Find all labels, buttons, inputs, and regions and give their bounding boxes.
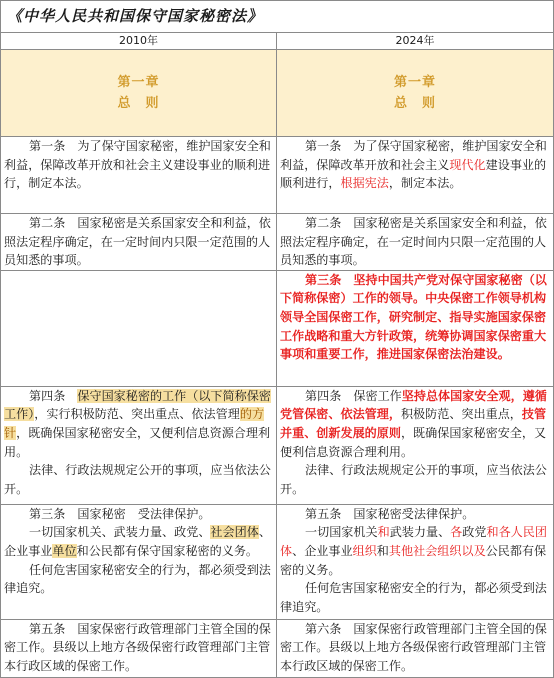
changed-text: 组织 bbox=[352, 543, 377, 558]
column-header-2010: 2010年 bbox=[1, 33, 277, 50]
changed-text: 坚持总体国家安全观，遵循党管保密、依法管理， bbox=[280, 388, 547, 422]
article-text: 一切国家机关、武装力量、政党、 bbox=[29, 525, 211, 540]
article-text: 第一条 为了保守国家秘密，维护国家安全和利益，保障改革开放和社会主义建设事业的顺利进行，制定本法。 bbox=[4, 139, 271, 191]
article-2024 bbox=[277, 270, 554, 386]
article-row bbox=[1, 619, 554, 677]
highlighted-text: 的方针 bbox=[4, 407, 265, 440]
changed-text: 根据宪法 bbox=[340, 176, 389, 191]
document-title: 《中华人民共和国保守国家秘密法》 bbox=[1, 1, 554, 33]
chapter-number: 第一章 bbox=[117, 75, 160, 90]
article-2010 bbox=[1, 619, 277, 677]
article-row bbox=[1, 386, 554, 504]
column-header-2024: 2024年 bbox=[277, 33, 554, 50]
changed-text: 各 bbox=[450, 525, 463, 540]
article-row bbox=[1, 504, 554, 619]
article-2010 bbox=[1, 214, 277, 271]
article-2010 bbox=[1, 386, 277, 504]
article-text: 法律、行政法规规定公开的事项，应当依法公开。 bbox=[4, 463, 271, 496]
article-text: 政党 bbox=[462, 525, 487, 540]
article-text: 第五条 国家保密行政管理部门主管全国的保密工作。县级以上地方各级保密行政管理部门主管本行政区域的保密工作。 bbox=[4, 621, 271, 673]
highlighted-text: 单位 bbox=[52, 543, 77, 558]
article-row bbox=[1, 137, 554, 214]
article-2010 bbox=[1, 137, 277, 214]
article-text: 公民都有保密的义务。 bbox=[280, 543, 547, 577]
article-2024 bbox=[277, 619, 554, 677]
article-text: 任何危害国家秘密安全的行为，都必须受到法律追究。 bbox=[4, 562, 271, 596]
article-row bbox=[1, 214, 554, 271]
chapter-heading-row bbox=[1, 50, 554, 137]
changed-text: 其他社会组织以及 bbox=[388, 543, 486, 558]
article-2010-empty bbox=[1, 270, 277, 386]
article-text: 第二条 国家秘密是关系国家安全和利益，依照法定程序确定，在一定时间内只限一定范围的人员知悉的事项。 bbox=[4, 216, 271, 268]
article-text: 、企业事业 bbox=[4, 525, 271, 558]
title-row bbox=[1, 1, 554, 33]
article-text: 任何危害国家秘密安全的行为，都必须受到法律追究。 bbox=[280, 581, 547, 614]
article-text: ，实行积极防范、突出重点、依法管理 bbox=[34, 407, 240, 422]
chapter-name: 总 则 bbox=[117, 96, 160, 111]
article-text: 法律、行政法规规定公开的事项，应当依法公开。 bbox=[280, 463, 547, 496]
article-2024 bbox=[277, 504, 554, 619]
article-2010 bbox=[1, 504, 277, 619]
article-2024 bbox=[277, 137, 554, 214]
article-text: ，制定本法。 bbox=[388, 176, 462, 191]
article-2024 bbox=[277, 386, 554, 504]
changed-text: 技管并重、创新发展的原则 bbox=[280, 407, 547, 440]
chapter-heading-2024 bbox=[277, 50, 554, 137]
article-text: 积极防范、突出重点， bbox=[400, 407, 522, 422]
highlighted-text: 社会团体 bbox=[210, 525, 259, 540]
changed-text: 和各人民团体 bbox=[280, 525, 547, 558]
article-text: 、企业事业 bbox=[292, 543, 353, 558]
changed-text: 现代化 bbox=[449, 157, 486, 172]
article-text: 一切国家机关 bbox=[305, 525, 378, 540]
article-text: 和公民都有保守国家秘密的义务。 bbox=[76, 543, 259, 558]
chapter-number: 第一章 bbox=[394, 75, 437, 90]
article-text: 第四条 保密工作 bbox=[305, 388, 402, 403]
highlighted-text: 保守国家秘密的工作（以下简称保密工作） bbox=[4, 388, 271, 422]
article-text: ，既确保国家秘密安全，又便利信息资源合理利用。 bbox=[280, 425, 547, 459]
article-text: 第二条 国家秘密是关系国家安全和利益，依照法定程序确定，在一定时间内只限一定范围的人员知悉的事项。 bbox=[280, 216, 547, 268]
article-text: ，既确保国家秘密安全，又便利信息资源合理利用。 bbox=[4, 425, 271, 459]
article-text: 第三条 国家秘密 受法律保护。 bbox=[29, 506, 211, 521]
chapter-name: 总 则 bbox=[394, 96, 437, 111]
article-text: 第五条 国家秘密受法律保护。 bbox=[305, 506, 475, 521]
changed-text: 和 bbox=[377, 525, 390, 540]
article-text: 和 bbox=[376, 543, 389, 558]
article-text: 第一条 为了保守国家秘密，维护国家安全和利益，保障改革开放和社会主义 bbox=[280, 139, 547, 172]
chapter-heading-2010 bbox=[1, 50, 277, 137]
new-article-text: 第三条 坚持中国共产党对保守国家秘密（以下简称保密）工作的领导。中央保密工作领导机构领导全国保密工作，研究制定、指导实施国家保密工作战略和重大方针政策，统筹协调国家保密重大事项和重要工作，推进国家保密法治建设。 bbox=[280, 272, 547, 362]
article-row bbox=[1, 270, 554, 386]
article-text: 第四条 bbox=[29, 388, 78, 403]
article-2024 bbox=[277, 214, 554, 271]
column-header-row bbox=[1, 33, 554, 50]
article-text: 第六条 国家保密行政管理部门主管全国的保密工作。县级以上地方各级保密行政管理部门主管本行政区域的保密工作。 bbox=[280, 621, 547, 673]
article-text: 武装力量、 bbox=[389, 525, 451, 540]
article-text: 建设事业的顺利进行， bbox=[280, 157, 547, 191]
